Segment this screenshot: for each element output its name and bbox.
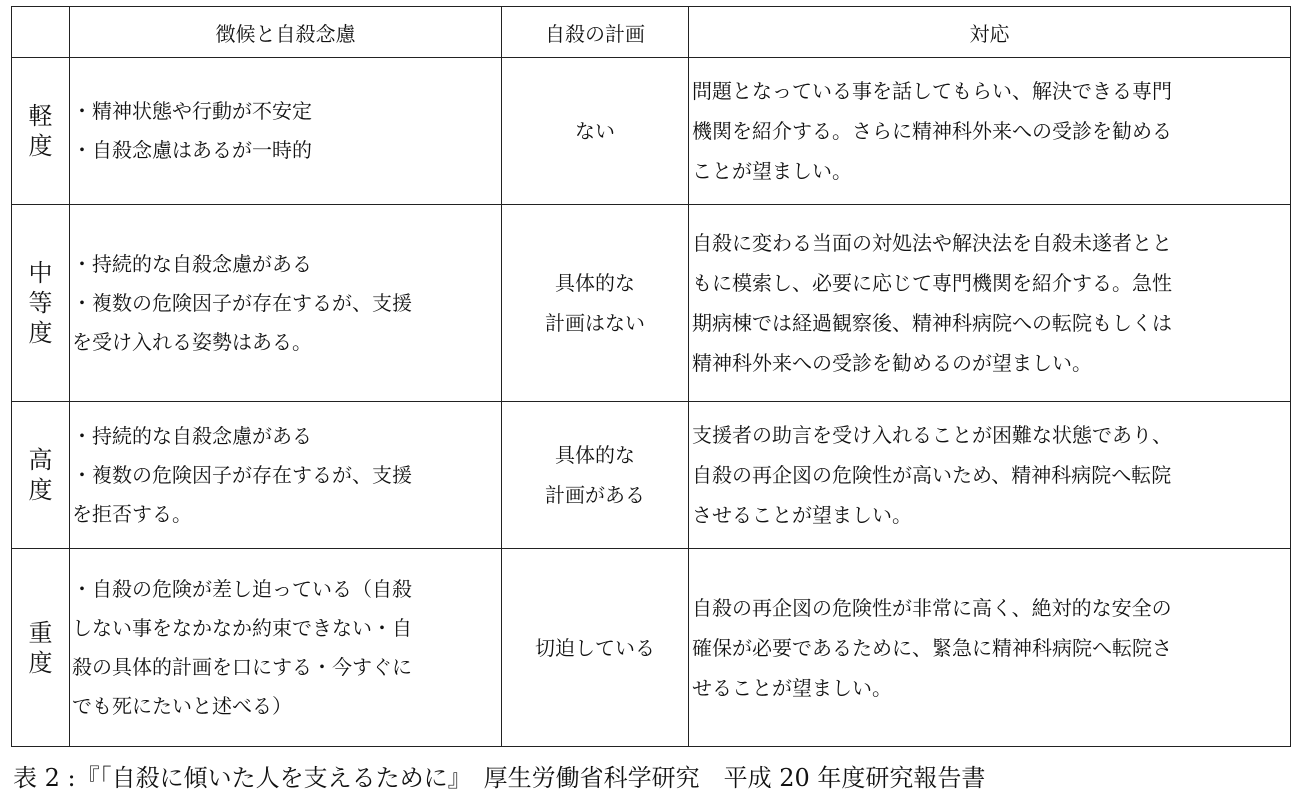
level-cell-line: 度 (28, 132, 53, 160)
response-cell-line: 自殺に変わる当面の対処法や解決法を自殺未遂者とと (692, 231, 1172, 255)
response-cell (689, 549, 1291, 747)
plan-cell-line: 具体的な (555, 271, 635, 295)
plan-cell-line: 計画はない (545, 311, 645, 335)
signs-cell-line: 殺の具体的計画を口にする・今すぐに (72, 654, 412, 679)
table-row (12, 58, 1291, 205)
level-cell-line: 度 (28, 319, 53, 347)
level-cell-line: 度 (28, 648, 53, 677)
response-cell (689, 205, 1291, 402)
table-row (12, 549, 1291, 747)
signs-cell-line: ・自殺念慮はあるが一時的 (72, 138, 312, 162)
response-cell-line: ことが望ましい。 (692, 159, 852, 183)
level-cell (12, 58, 70, 205)
plan-cell (502, 205, 689, 402)
signs-cell-line: しない事をなかなか約束できない・自 (72, 615, 412, 640)
response-cell (689, 58, 1291, 205)
plan-cell-line: 具体的な (555, 443, 635, 467)
plan-cell (502, 402, 689, 549)
signs-cell-line: を拒否する。 (72, 501, 192, 526)
document-body (11, 6, 1290, 792)
response-cell-line: 機関を紹介する。さらに精神科外来への受診を勧める (692, 119, 1172, 143)
response-cell-line: 自殺の再企図の危険性が非常に高く、絶対的な安全の (692, 595, 1172, 620)
table-body (12, 58, 1291, 747)
response-cell-line: 確保が必要であるために、緊急に精神科病院へ転院さ (692, 635, 1172, 660)
level-cell-line: 高 (28, 446, 53, 474)
signs-cell (70, 58, 502, 205)
response-cell (689, 402, 1291, 549)
response-cell-line: 問題となっている事を話してもらい、解決できる専門 (692, 79, 1172, 103)
level-cell (12, 549, 70, 747)
response-cell-line: もに模索し、必要に応じて専門機関を紹介する。急性 (692, 271, 1172, 295)
signs-cell (70, 402, 502, 549)
header-level (12, 7, 70, 58)
response-cell-line: 精神科外来への受診を勧めるのが望ましい。 (692, 351, 1092, 375)
signs-cell (70, 549, 502, 747)
response-cell-line: 自殺の再企図の危険性が高いため、精神科病院へ転院 (692, 463, 1172, 487)
suicide-risk-table (11, 6, 1291, 747)
plan-cell (502, 58, 689, 205)
level-cell (12, 402, 70, 549)
signs-cell-line: ・精神状態や行動が不安定 (72, 99, 312, 123)
level-cell-line: 度 (28, 476, 53, 504)
header-response: 対応 (689, 7, 1291, 58)
table-row (12, 205, 1291, 402)
level-cell-line: 等 (28, 289, 53, 317)
level-cell-line: 重 (28, 618, 53, 647)
table-caption: 表 2 :『「自殺に傾いた人を支えるために』 厚生労働省科学研究 平成 20 年度研究報告書 (13, 764, 986, 792)
response-cell-line: せることが望ましい。 (692, 675, 892, 700)
level-cell-line: 軽 (28, 102, 53, 130)
plan-cell-line: 切迫している (535, 635, 655, 660)
level-cell (12, 205, 70, 402)
level-cell-line: 中 (28, 259, 53, 287)
plan-cell-line: ない (575, 119, 615, 143)
signs-cell-line: でも死にたいと述べる） (72, 693, 292, 718)
signs-cell-line: ・自殺の危険が差し迫っている（自殺 (72, 576, 412, 601)
header-plan: 自殺の計画 (502, 7, 689, 58)
response-cell-line: させることが望ましい。 (692, 503, 912, 527)
signs-cell-line: を受け入れる姿勢はある。 (72, 329, 312, 354)
signs-cell-line: ・持続的な自殺念慮がある (72, 251, 312, 276)
signs-cell-line: ・複数の危険因子が存在するが、支援 (72, 290, 412, 315)
plan-cell (502, 549, 689, 747)
signs-cell-line: ・持続的な自殺念慮がある (72, 423, 312, 448)
header-signs: 徴候と自殺念慮 (70, 7, 502, 58)
signs-cell (70, 205, 502, 402)
plan-cell-line: 計画がある (545, 483, 645, 507)
table-header-row (12, 7, 1291, 58)
response-cell-line: 支援者の助言を受け入れることが困難な状態であり、 (692, 423, 1172, 447)
table-row (12, 402, 1291, 549)
response-cell-line: 期病棟では経過観察後、精神科病院への転院もしくは (692, 311, 1172, 335)
signs-cell-line: ・複数の危険因子が存在するが、支援 (72, 462, 412, 487)
